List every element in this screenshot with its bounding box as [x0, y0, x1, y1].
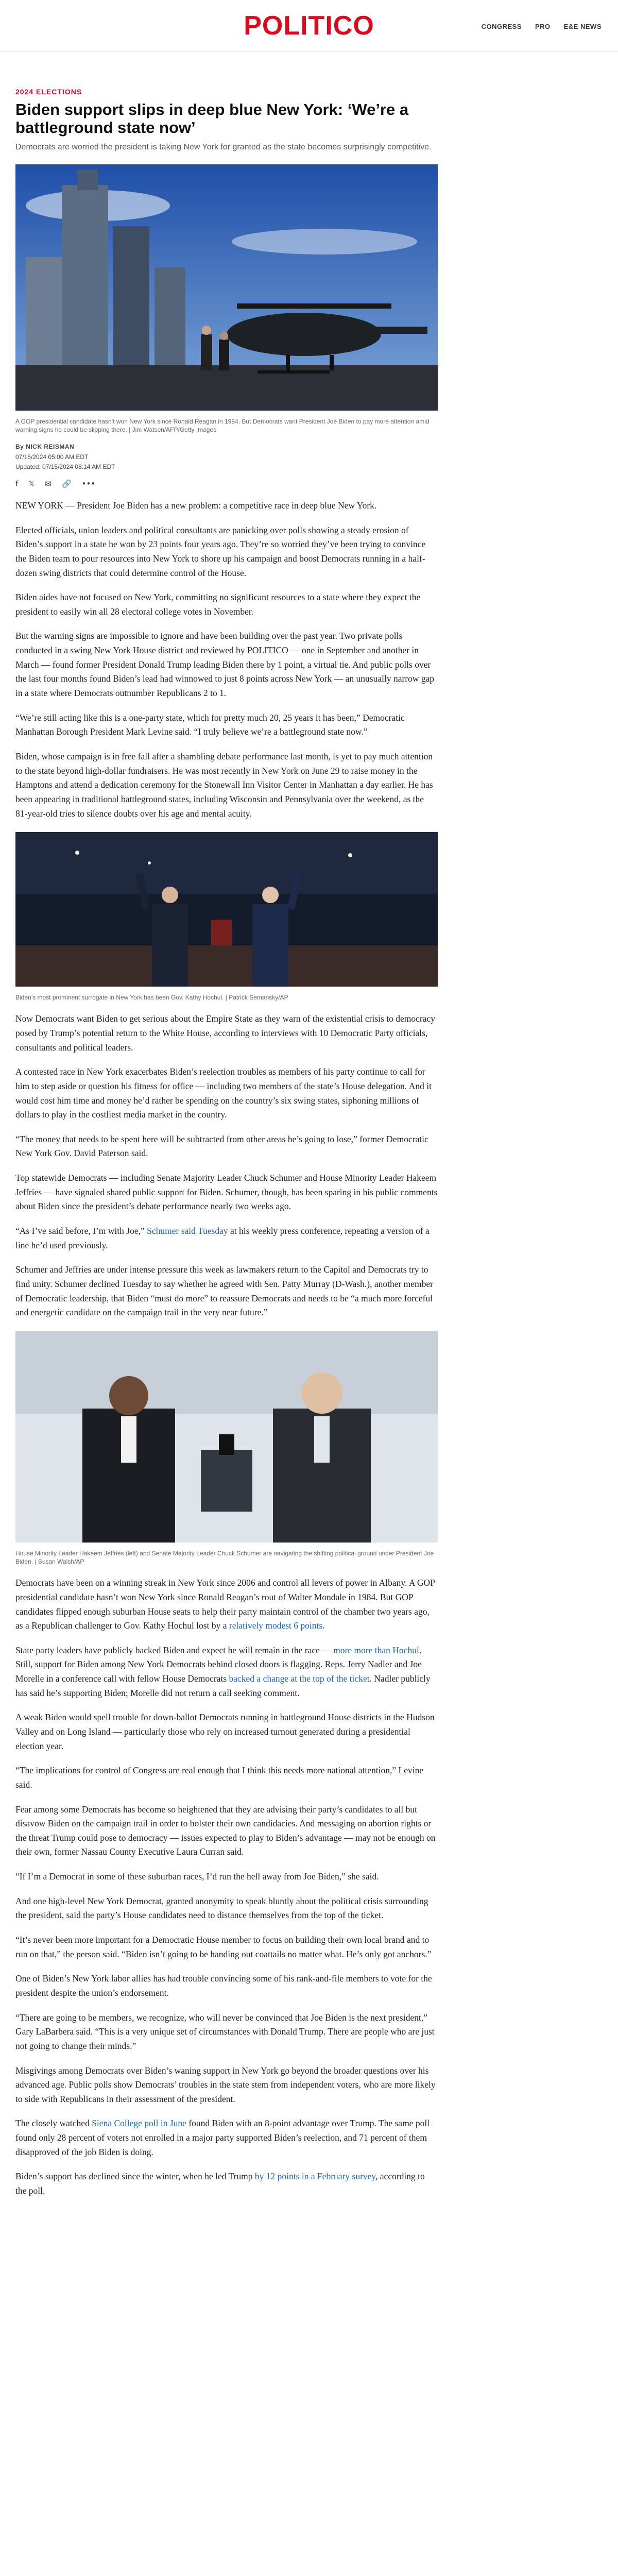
paragraph [15, 1224, 438, 1252]
text: Democrats have been on a winning streak in New York since 2006 and control all levers of power in Albany. A GOP presidential candidate hasn’t won New York since Ronald Reagan’s rout of Walter Mondale in 1984. But GOP candidates flipped enough suburban House seats to help their party maintain control of the chamber two years ago, as a Republican challenger to Gov. Kathy Hochul lost by a [15, 1578, 435, 1631]
paragraph: A weak Biden would spell trouble for down-ballot Democrats running in battleground House districts in the Hudson Valley and on Long Island — particularly those who rely on increased turnout generated during a presidential election year. [15, 1712, 435, 1751]
section-kicker[interactable]: 2024 ELECTIONS [15, 88, 82, 96]
paragraph: NEW YORK — President Joe Biden has a new problem: a competitive race in deep blue New York. [15, 500, 377, 511]
paragraph [15, 2170, 438, 2198]
published-date: 07/15/2024 05:00 AM EDT [15, 453, 89, 461]
paragraph: “The implications for control of Congress are real enough that I think this needs more national attention,” Levine said. [15, 1765, 424, 1790]
paragraph: Biden aides have not focused on New York, committing no significant resources to a state where they expect the president to easily win all 28 electoral college votes in November. [15, 592, 421, 617]
paragraph: “We’re still acting like this is a one-party state, which for pretty much 20, 25 years it has been,” Democratic Manhattan Borough President Mark Levine said. “I truly believe we’re a battleground state now.” [15, 712, 405, 737]
text: . Still, support for Biden among New York Democrats behind closed doors is flagging. Reps. Jerry Nadler and Joe Morelle in a conference call with fellow House Democrats [15, 1645, 422, 1684]
facebook-icon[interactable]: f [15, 479, 19, 488]
nav-ee-news[interactable]: E&E NEWS [563, 23, 602, 30]
text: State party leaders have publicly backed Biden and expect he will remain in the race — [15, 1645, 334, 1655]
text: Biden’s support has declined since the winter, when he led Trump [15, 2171, 255, 2182]
hochul-photo [15, 832, 438, 987]
inline-link[interactable]: more more than Hochul [333, 1645, 419, 1655]
hochul-caption: Biden’s most prominent surrogate in New York has been Gov. Kathy Hochul. | Patrick Semansky/AP [15, 994, 288, 1002]
paragraph: “It’s never been more important for a Democratic House member to focus on building their own local brand and to run on that,” the person said. “Biden isn’t going to be handing out coattails no matter what. He’s only got anchors.” [15, 1935, 432, 1959]
author-name[interactable]: By NICK REISMAN [15, 443, 75, 451]
hochul-figure [15, 832, 438, 1002]
text: , according to the poll. [15, 2171, 425, 2196]
paragraph: “If I’m a Democrat in some of these suburban races, I’d run the hell away from Joe Biden,” she said. [15, 1871, 379, 1882]
article-body [15, 499, 438, 2198]
text: “As I’ve said before, I’m with Joe,” [15, 1226, 147, 1236]
inline-link[interactable]: Schumer said Tuesday [147, 1226, 228, 1236]
text: at his weekly press conference, repeating a version of a line he’d used previously. [15, 1226, 430, 1250]
paragraph: Misgivings among Democrats over Biden’s waning support in New York go beyond the broader questions over his advanced age. Public polls show Democrats’ troubles in the state stem from independent voters, who are more likely to side with Republicans in their assessment of the president. [15, 2065, 436, 2104]
paragraph: And one high-level New York Democrat, granted anonymity to speak bluntly about the political crisis surrounding the president, said the party’s House candidates need to distance themselves from the top of the ticket. [15, 1895, 428, 1921]
hero-photo [15, 164, 438, 411]
text: The closely watched [15, 2118, 92, 2129]
headline: Biden support slips in deep blue New York: ‘We’re a battleground state now’ [15, 100, 409, 137]
politico-logo[interactable]: POLITICO [244, 11, 374, 41]
jeffries-schumer-photo [15, 1331, 438, 1543]
site-header [0, 0, 618, 52]
paragraph: Elected officials, union leaders and political consultants are panicking over polls showing a steady erosion of Biden’s support in a state he won by 23 points four years ago. They’re so worried they’ve been trying to convince the Biden team to pour resources into New York to shore up his campaign and boost Democrats running in a half-dozen swing districts that could determine control of the House. [15, 524, 426, 578]
text: . Nadler publicly has said he’s supporting Biden; Morelle did not return a call seeking comment. [15, 1673, 431, 1698]
paragraph [15, 1643, 438, 1701]
paragraph [15, 2116, 438, 2159]
text: . [322, 1620, 325, 1631]
paragraph: Biden, whose campaign is in free fall after a shambling debate performance last month, is yet to pay much attention to the state beyond high-dollar fundraisers. He was most recently in New York on June 29 to raise money in the Hamptons and attend a dedication ceremony for the Stonewall Inn Visitor Center in Manhattan a day earlier. He has been appearing in traditional battleground states, including Wisconsin and Pennsylvania over the weekend, as the 81-year-old tries to silence doubts over his age and mental acuity. [15, 751, 433, 819]
paragraph: Fear among some Democrats has become so heightened that they are advising their party’s candidates to all but disavow Biden on the campaign trail in order to bolster their own candidacies. And messaging on abortion rights or the threat Trump could pose to democracy — issues expected to play to Biden’s advantage — may not be enough on their own, former Nassau County Executive Laura Curran said. [15, 1804, 436, 1857]
share-bar [15, 479, 438, 488]
paragraph: Top statewide Democrats — including Senate Majority Leader Chuck Schumer and House Minority Leader Hakeem Jeffries — have signaled shared public support for Biden. Schumer, though, has been sparing in his public comments about Biden since the president’s debate performance nearly two weeks ago. [15, 1173, 438, 1212]
email-icon[interactable]: ✉ [45, 479, 52, 488]
inline-link[interactable]: relatively modest 6 points [229, 1620, 323, 1631]
more-icon[interactable]: ••• [81, 479, 96, 488]
paragraph [15, 1576, 438, 1633]
paragraph: Now Democrats want Biden to get serious about the Empire State as they warn of the existential crisis to democracy posed by Trump’s potential return to the White House, according to interviews with 10 Democratic Party officials, consultants and political leaders. [15, 1013, 435, 1053]
jeffries-schumer-figure [15, 1331, 438, 1566]
paragraph: “There are going to be members, we recognize, who will never be convinced that Joe Biden is the next president,” Gary LaBarbera said. “This is a very unique set of circumstances with Donald Trump. There are people who are just not going to change their minds.” [15, 2012, 435, 2051]
updated-date: Updated: 07/15/2024 08:14 AM EDT [15, 463, 115, 470]
nav-congress[interactable]: CONGRESS [481, 23, 522, 30]
inline-link[interactable]: backed a change at the top of the ticket [229, 1673, 370, 1684]
inline-link[interactable]: by 12 points in a February survey [254, 2171, 376, 2182]
article-content [15, 88, 438, 2198]
byline [15, 442, 438, 472]
inline-link[interactable]: Siena College poll in June [92, 2118, 186, 2129]
link-icon[interactable]: 🔗 [61, 479, 72, 488]
paragraph: “The money that needs to be spent here will be subtracted from other areas he’s going to lose,” former Democratic New York Gov. David Paterson said. [15, 1133, 428, 1159]
paragraph: One of Biden’s New York labor allies has had trouble convincing some of his rank-and-file members to vote for the president despite the union’s endorsement. [15, 1973, 432, 1998]
paragraph: But the warning signs are impossible to ignore and have been building over the past year. Two private polls conducted in a swing New York House district and reviewed by POLITICO — one in September and another in March — found former President Donald Trump leading Biden there by 1 point, a virtual tie. And public polls over the last four months found Biden’s lead had winnowed to just 8 points across New York — an unusually narrow gap in a state where Democrats outnumber Republicans 2 to 1. [15, 631, 435, 699]
hero-caption: A GOP presidential candidate hasn’t won New York since Ronald Reagan in 1984. But Democrats want President Joe Biden to pay more attention amid warning signs he could be slipping there. | Jim Watson/AFP/Getty Images [15, 418, 430, 434]
jeffries-schumer-caption: House Minority Leader Hakeem Jeffries (left) and Senate Majority Leader Chuck Schumer are navigating the shifting political ground under President Joe Biden. | Susan Walsh/AP [15, 1549, 434, 1566]
dek: Democrats are worried the president is taking New York for granted as the state becomes surprisingly competitive. [15, 143, 432, 152]
x-twitter-icon[interactable]: 𝕏 [28, 479, 35, 488]
text: found Biden with an 8-point advantage over Trump. The same poll found only 28 percent of voters not enrolled in a major party supported Biden’s reelection, and 71 percent of them disapproved of the job Biden is doing. [15, 2118, 430, 2157]
paragraph: Schumer and Jeffries are under intense pressure this week as lawmakers return to the Capitol and Democrats try to find unity. Schumer declined Tuesday to say whether he agreed with Sen. Patty Murray (D-Wash.), another member of Democratic leadership, that Biden “must do more” to reassure Democrats and needs to be “a much more forceful and energetic candidate on the campaign trail in the very near future.” [15, 1264, 434, 1318]
nav-pro[interactable]: PRO [535, 23, 551, 30]
paragraph: A contested race in New York exacerbates Biden’s reelection troubles as members of his party continue to call for him to step aside or question his fitness for office — including two members of the state’s House delegation. And it would cost him time and money he’d rather be spending on the country’s six swing states, siphoning millions of dollars to play in the costliest media market in the country. [15, 1066, 432, 1120]
hero-figure [15, 164, 438, 434]
top-nav [482, 23, 602, 30]
